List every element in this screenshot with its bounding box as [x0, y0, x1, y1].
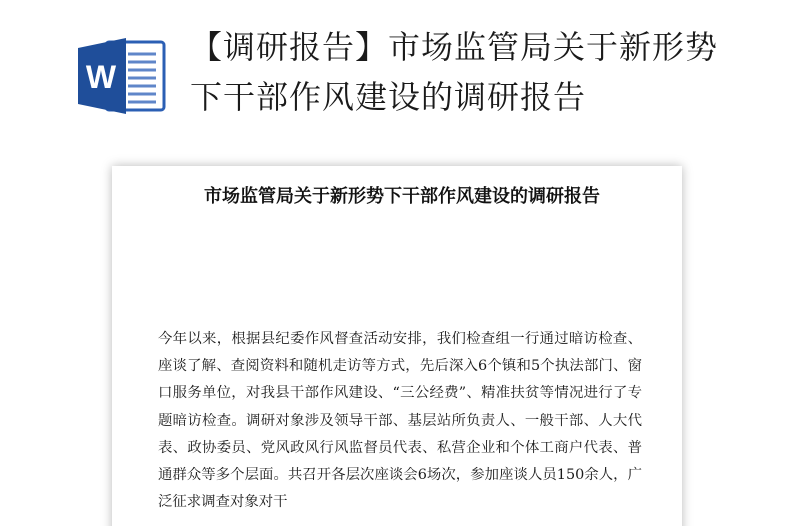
- document-body-paragraph: 今年以来，根据县纪委作风督查活动安排，我们检查组一行通过暗访检查、座谈了解、查阅资料和随机走访等方式，先后深入6个镇和5个执法部门、窗口服务单位，对我县干部作风建设、“三公经费”、精准扶贫等情况进行了专题暗访检查。调研对象涉及领导干部、基层站所负责人、一般干部、人大代表、政协委员、党风政风行风监督员代表、私营企业和个体工商户代表、普通群众等多个层面。共召开各层次座谈会6场次，参加座谈人员150余人，广泛征求调查对象对干: [158, 331, 642, 511]
- document-page: [112, 166, 682, 526]
- document-title: 市场监管局关于新形势下干部作风建设的调研报告: [204, 186, 600, 207]
- word-document-icon: [76, 36, 168, 116]
- header-banner: [0, 0, 800, 150]
- page-title: 【调研报告】市场监管局关于新形势下干部作风建设的调研报告: [190, 28, 719, 116]
- logo-letter: W: [85, 59, 117, 95]
